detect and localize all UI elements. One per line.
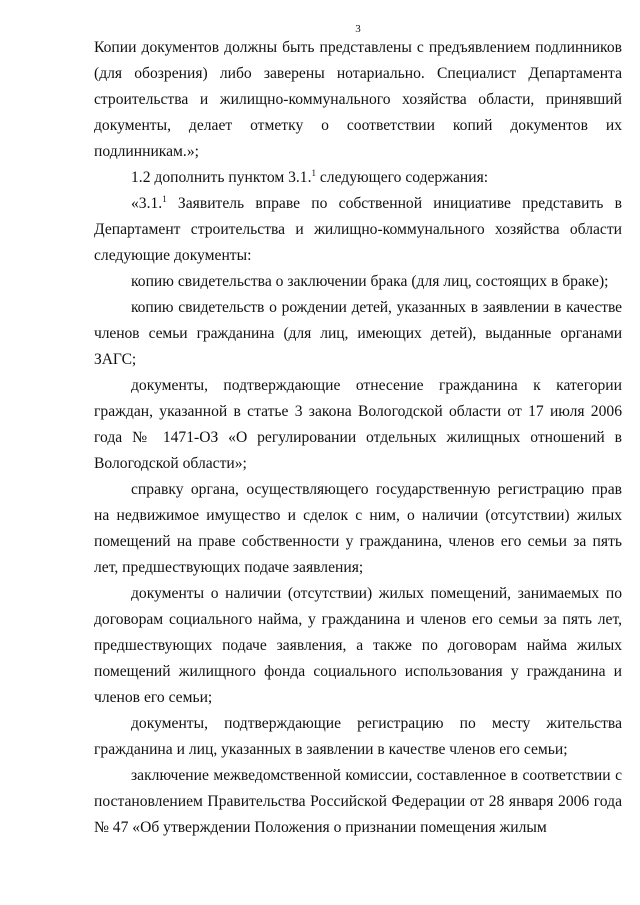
paragraph-add-point-end: следующего содержания: <box>315 169 489 186</box>
paragraph-point-3-1-1 <box>94 191 622 269</box>
paragraph-registration-documents: документы, подтверждающие регистрацию по месту жительства гражданина и лиц, указанных в заявлении в качестве членов его семьи; <box>94 715 622 758</box>
footnote-mark: 1 <box>162 194 167 204</box>
paragraph-marriage-certificate: копию свидетельства о заключении брака (для лиц, состоящих в браке); <box>131 273 609 290</box>
paragraph-add-point-start: 1.2 дополнить пунктом 3.1. <box>131 169 312 186</box>
footnote-mark: 1 <box>311 168 316 178</box>
paragraph-commission-conclusion: заключение межведомственной комиссии, составленное в соответствии с постановлением Правительства Российской Федерации от 28 января 2006 года № 47 «Об утверждении Положения о признании помещения жилым <box>94 767 622 836</box>
paragraph-property-certificate: справку органа, осуществляющего государственную регистрацию прав на недвижимое имущество и сделок с ним, о наличии (отсутствии) жилых помещений на праве собственности у гражданина, членов его семьи за пять лет, предшествующих подаче заявления; <box>94 481 622 576</box>
paragraph-copies-requirement: Копии документов должны быть представлены с предъявлением подлинников (для обозрения) либо заверены нотариально. Специалист Департамента строительства и жилищно-коммунального хозяйства области, принявший документы, делает отметку о соответствии копий документов их подлинникам.»; <box>94 39 622 160</box>
paragraph-social-housing-documents: документы о наличии (отсутствии) жилых помещений, занимаемых по договорам социального найма, у гражданина и членов его семьи за пять лет, предшествующих подаче заявления, а также по договорам найма жилых помещений жилищного фонда социального использования у гражданина и членов его семьи; <box>94 585 622 706</box>
paragraph-category-documents: документы, подтверждающие отнесение гражданина к категории граждан, указанной в статье 3 закона Вологодской области от 17 июля 2006 года № 1471-ОЗ «О регулировании отдельных жилищных отношений в Вологодской области»; <box>94 377 622 472</box>
document-page <box>94 0 622 905</box>
paragraph-add-point <box>94 165 622 191</box>
paragraph-point-end: Заявитель вправе по собственной инициативе представить в Департамент строительства и жилищно-коммунального хозяйства области следующие документы: <box>94 195 622 264</box>
paragraph-birth-certificates: копию свидетельств о рождении детей, указанных в заявлении в качестве членов семьи гражданина (для лиц, имеющих детей), выданные органами ЗАГС; <box>94 299 622 368</box>
paragraph-point-start: «3.1. <box>131 195 163 212</box>
document-body <box>94 35 622 841</box>
page-number: 3 <box>355 23 361 35</box>
